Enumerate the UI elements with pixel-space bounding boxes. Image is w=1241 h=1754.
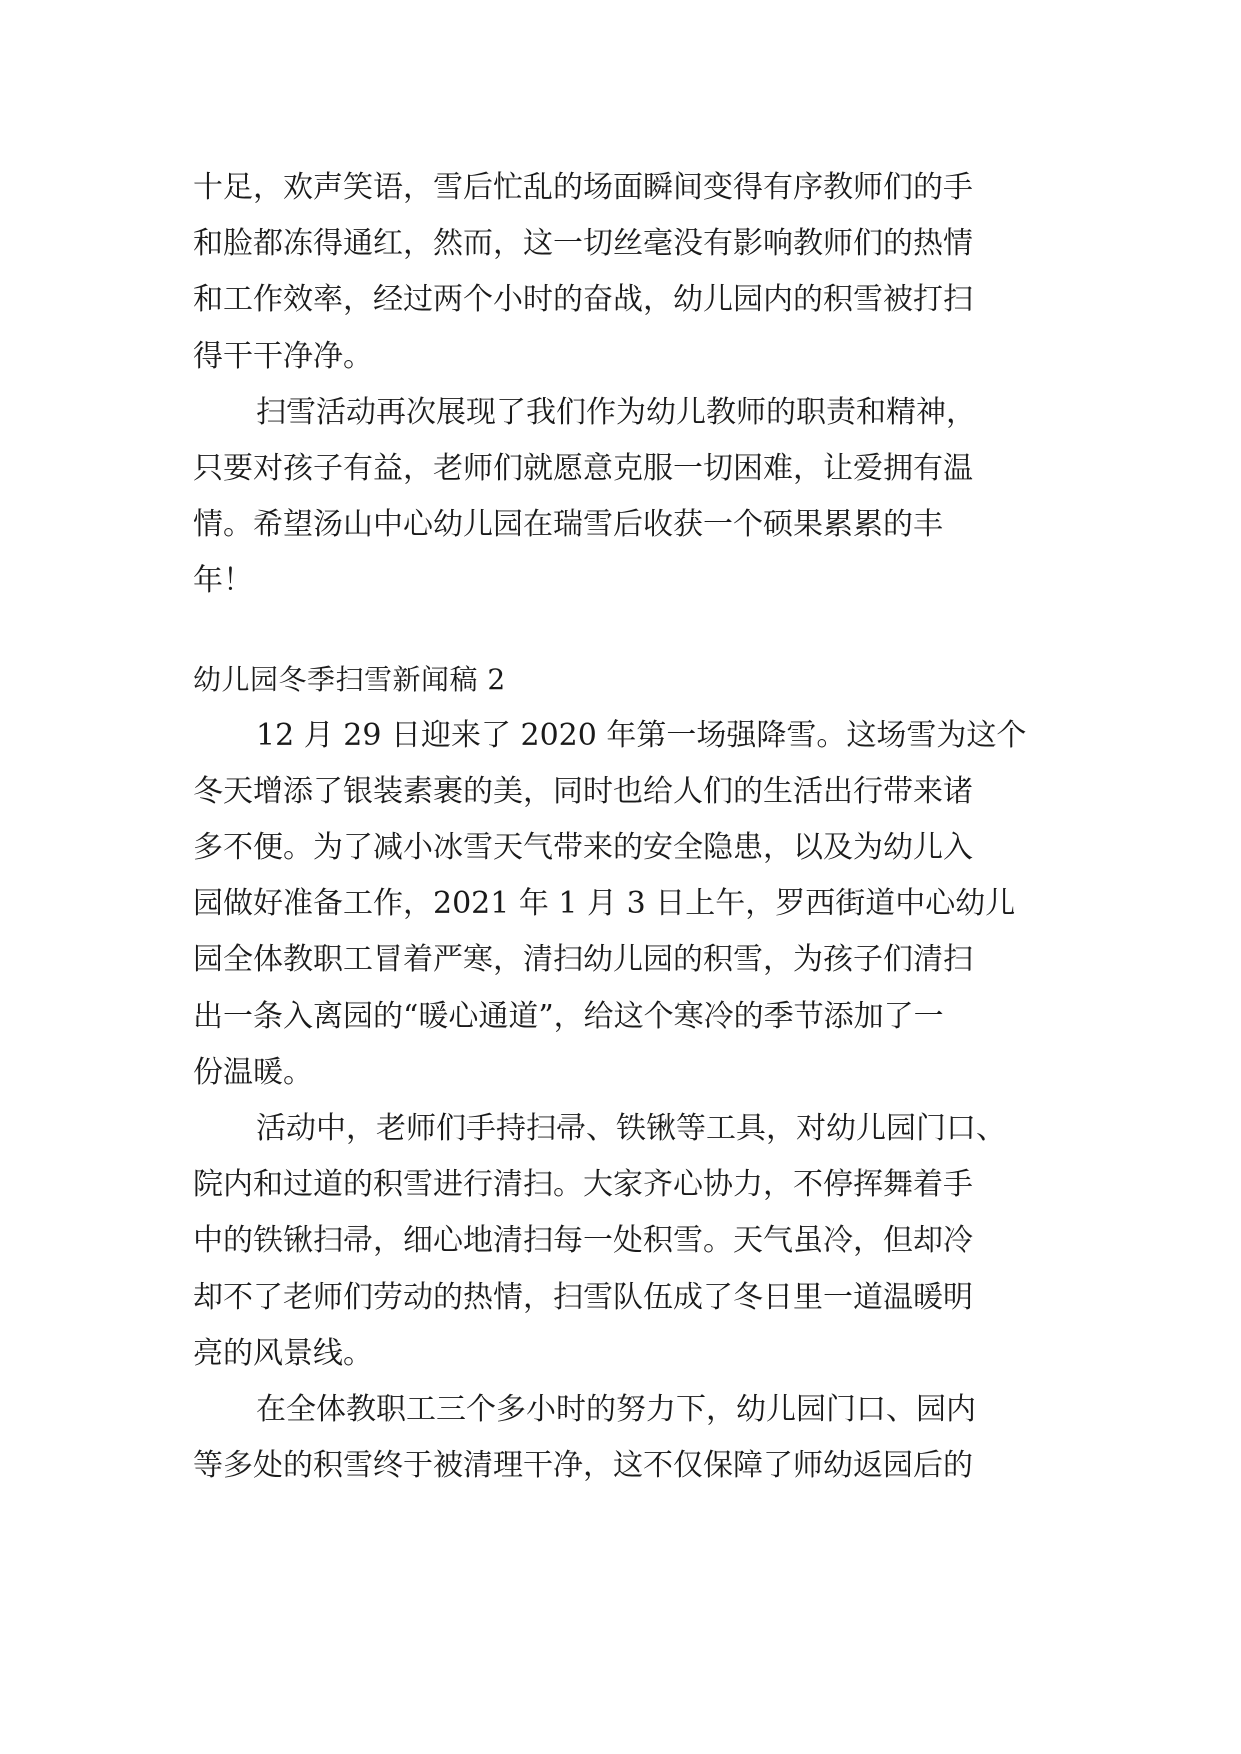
paragraph-line: 十足，欢声笑语，雪后忙乱的场面瞬间变得有序教师们的手 (193, 170, 973, 205)
paragraph-line: 中的铁锹扫帚，细心地清扫每一处积雪。天气虽冷，但却冷 (193, 1223, 973, 1259)
paragraph (193, 1382, 1053, 1494)
paragraph-line: 份温暖。 (193, 1054, 313, 1090)
paragraph-line: 亮的风景线。 (193, 1335, 373, 1371)
paragraph-line: 得干干净净。 (193, 338, 373, 374)
paragraph-line: 院内和过道的积雪进行清扫。大家齐心协力，不停挥舞着手 (193, 1167, 973, 1203)
paragraph-line: 和工作效率，经过两个小时的奋战，幼儿园内的积雪被打扫 (193, 282, 973, 318)
paragraph-line: 园全体教职工冒着严寒，清扫幼儿园的积雪，为孩子们清扫 (193, 942, 973, 978)
paragraph-line: 园做好准备工作，2021 年 1 月 3 日上午，罗西街道中心幼儿 (193, 886, 1016, 922)
paragraph-line: 扫雪活动再次展现了我们作为幼儿教师的职责和精神， (256, 394, 976, 430)
paragraph-line: 等多处的积雪终于被清理干净，这不仅保障了师幼返园后的 (193, 1448, 973, 1484)
document-body (193, 160, 1053, 1494)
paragraph (193, 160, 1053, 385)
paragraph (193, 1101, 1053, 1382)
section-spacer (193, 610, 1053, 652)
paragraph-line: 出一条入离园的“暖心通道”，给这个寒冷的季节添加了一 (193, 998, 944, 1034)
paragraph-line: 年！ (193, 563, 253, 599)
paragraph-line: 只要对孩子有益，老师们就愿意克服一切困难，让爱拥有温 (193, 450, 973, 486)
paragraph-line: 却不了老师们劳动的热情，扫雪队伍成了冬日里一道温暖明 (193, 1279, 973, 1315)
section-heading: 幼儿园冬季扫雪新闻稿 2 (193, 662, 506, 696)
paragraph-line: 和脸都冻得通红，然而，这一切丝毫没有影响教师们的热情 (193, 226, 973, 262)
paragraph-line: 12 月 29 日迎来了 2020 年第一场强降雪。这场雪为这个 (256, 717, 1027, 753)
paragraph-line: 在全体教职工三个多小时的努力下，幼儿园门口、园内 (256, 1391, 976, 1427)
paragraph-line: 活动中，老师们手持扫帚、铁锹等工具，对幼儿园门口、 (256, 1111, 1006, 1146)
paragraph-line: 冬天增添了银装素裹的美，同时也给人们的生活出行带来诸 (193, 773, 973, 809)
paragraph (193, 385, 1053, 610)
paragraph-line: 情。希望汤山中心幼儿园在瑞雪后收获一个硕果累累的丰 (193, 507, 943, 543)
paragraph-line: 多不便。为了减小冰雪天气带来的安全隐患，以及为幼儿入 (193, 830, 973, 866)
paragraph (193, 708, 1053, 1101)
